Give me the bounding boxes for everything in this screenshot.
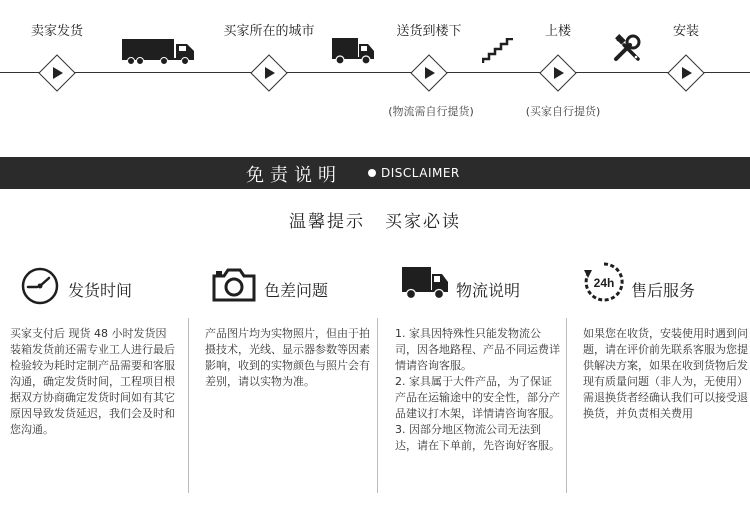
24h-text: 24h [593, 276, 615, 290]
column-body-shipping-time: 买家支付后 现货 48 小时发货因装箱发货前还需专业工人进行最后检验较为耗时定制产品需要和客服沟通，确定发货时间，工程项目根据双方协商确定发货时间如有其它原因导致发货延迟，我们会及时和您沟通。 [10, 327, 175, 436]
column-after-sales-header [582, 258, 742, 302]
column-color-header [212, 258, 372, 302]
disclaimer-title-cn: 免责说明 [246, 165, 342, 186]
tools-icon [612, 33, 642, 63]
column-body-after-sales: 如果您在收货，安装使用时遇到问题，请在评价前先联系客服为您提供解决方案，如果在收到货物后发现有质量问题（非人为，无使用）需退换货者经确认我们可以接受退换货，并负责相关费用 [583, 327, 748, 420]
step-label-seller-ship: 卖家发货 [30, 24, 84, 39]
column-divider [566, 318, 567, 493]
play-diamond-icon [38, 54, 76, 92]
play-diamond-icon [250, 54, 288, 92]
column-divider [377, 318, 378, 493]
flow-line [0, 72, 750, 73]
delivery-flow [0, 0, 750, 150]
truck-icon [121, 36, 197, 66]
play-diamond-icon [410, 54, 448, 92]
camera-icon [212, 268, 256, 302]
note-buyer-pickup: (买家自行提货) [525, 105, 601, 118]
column-divider [188, 318, 189, 493]
note-logistics-pickup: (物流需自行提货) [388, 105, 474, 118]
step-label-install: 安装 [672, 24, 700, 39]
disclaimer-band [0, 157, 750, 189]
stairs-icon [482, 38, 516, 64]
column-title-after-sales: 售后服务 [631, 281, 696, 300]
column-logistics-header [401, 258, 561, 302]
clock-icon [20, 266, 60, 306]
bullet-dot [368, 169, 376, 177]
disclaimer-title-en: DISCLAIMER [381, 166, 460, 180]
column-title-color: 色差问题 [264, 281, 329, 300]
truck-icon [401, 266, 449, 300]
column-title-shipping-time: 发货时间 [68, 281, 133, 300]
column-body-logistics: 1. 家具因特殊性只能发物流公司，因各地路程、产品不同运费详情请咨询客服。 2. 家具属于大件产品，为了保证产品在运输途中的安全性，部分产品建议打木架，详情请咨询客服。 3. 因部分地区物流公司无法到达，请在下单前，先咨询好客服。 [395, 327, 560, 452]
step-label-buyer-city: 买家所在的城市 [223, 24, 315, 39]
24h-service-icon [582, 260, 626, 304]
tips-left: 温馨提示 [289, 212, 365, 232]
column-shipping-time-header [20, 258, 180, 302]
column-title-logistics: 物流说明 [456, 281, 521, 300]
tips-heading [0, 207, 750, 232]
step-label-downstairs: 送货到楼下 [396, 24, 462, 39]
tips-right: 买家必读 [385, 212, 461, 232]
delivery-truck-icon [331, 36, 375, 66]
play-diamond-icon [667, 54, 705, 92]
column-body-color: 产品图片均为实物照片，但由于拍摄技术，光线、显示器参数等因素影响，收到的实物颜色与照片会有差别，请以实物为准。 [205, 327, 370, 388]
step-label-upstairs: 上楼 [544, 24, 572, 39]
play-diamond-icon [539, 54, 577, 92]
